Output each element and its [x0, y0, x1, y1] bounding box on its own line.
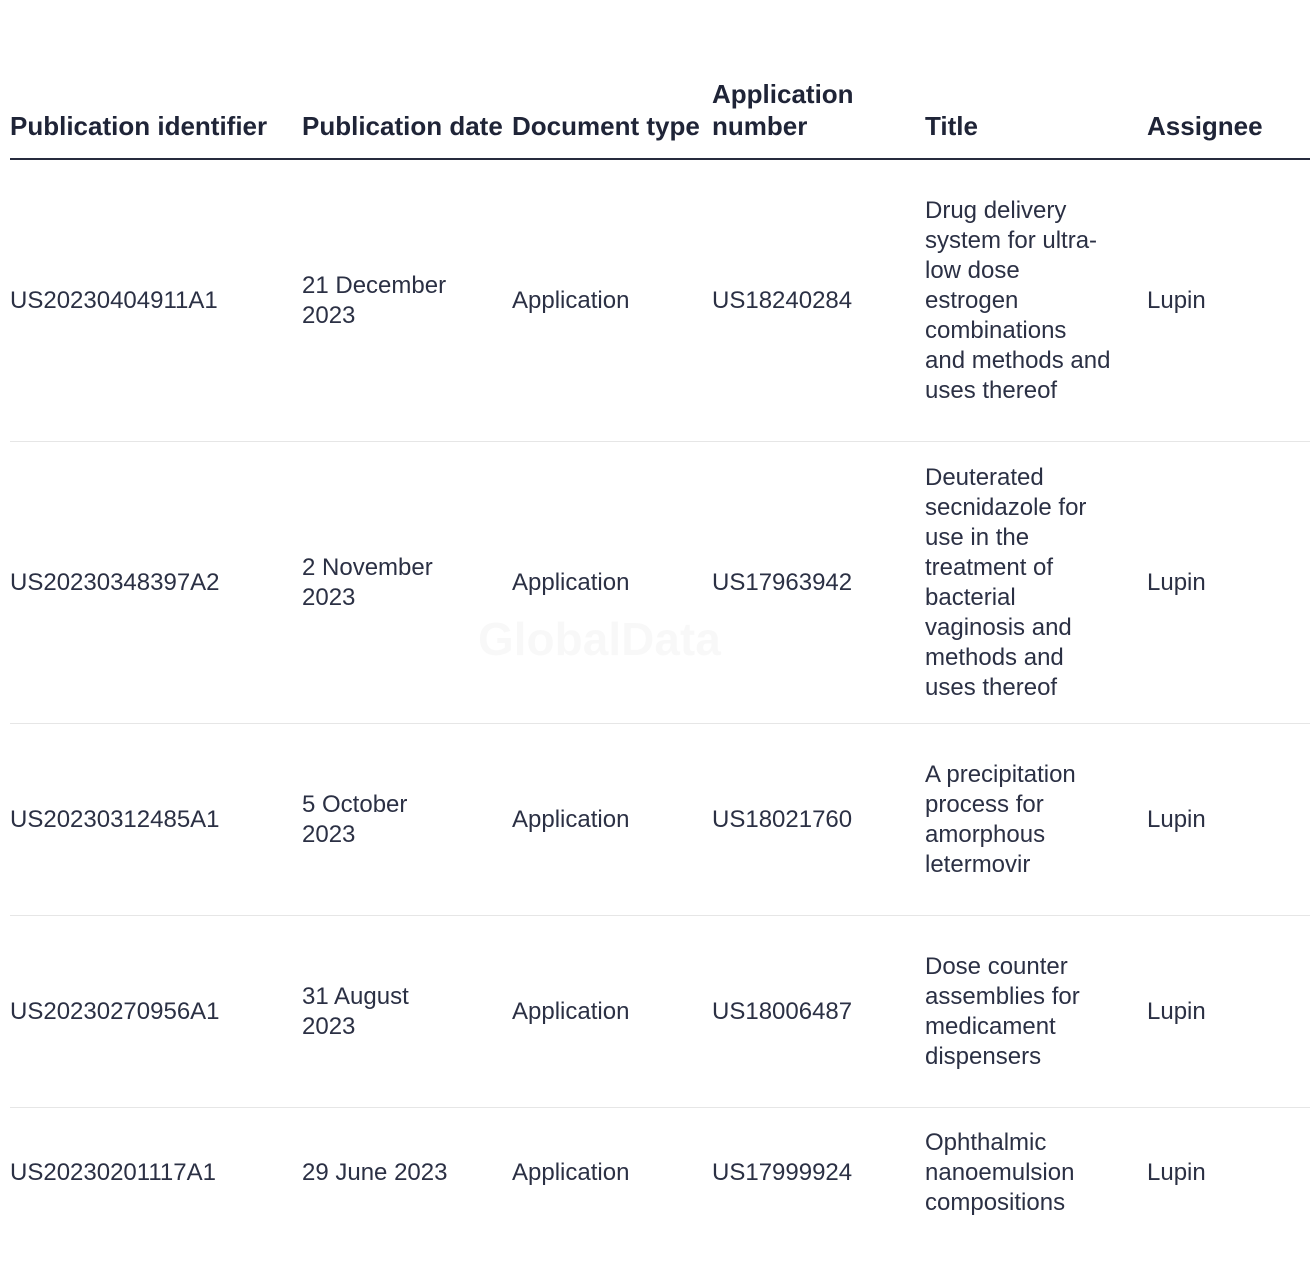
cell-publication-identifier: US20230348397A2 [10, 442, 302, 724]
cell-document-type: Application [512, 442, 712, 724]
cell-publication-date: 5 October 2023 [302, 724, 512, 916]
patents-table [10, 0, 1310, 1238]
table-row [10, 1108, 1310, 1239]
table-header [10, 0, 1310, 159]
table-row [10, 724, 1310, 916]
header-application-number: Application number [712, 0, 925, 159]
cell-document-type: Application [512, 916, 712, 1108]
cell-publication-date: 29 June 2023 [302, 1159, 448, 1186]
cell-publication-identifier: US20230201117A1 [10, 1159, 216, 1186]
header-publication-date: Publication date [302, 0, 512, 159]
cell-title: Drug delivery system for ultra-low dose estrogen combinations and methods and uses thereof [925, 159, 1147, 442]
cell-publication-date: 2 November 2023 [302, 442, 512, 724]
header-row [10, 0, 1310, 159]
cell-publication-identifier: US20230404911A1 [10, 159, 302, 442]
cell-title: Deuterated secnidazole for use in the treatment of bacterial vaginosis and methods and uses thereof [925, 442, 1147, 724]
cell-document-type: Application [512, 724, 712, 916]
cell-publication-identifier: US20230312485A1 [10, 724, 302, 916]
cell-title: Dose counter assemblies for medicament dispensers [925, 916, 1147, 1108]
patents-table-container [10, 0, 1263, 1238]
cell-application-number: US18240284 [712, 159, 925, 442]
cell-publication-identifier: US20230270956A1 [10, 916, 302, 1108]
cell-title: Ophthalmic nanoemulsion compositions [925, 1129, 1075, 1216]
cell-title: A precipitation process for amorphous letermovir [925, 724, 1147, 916]
cell-application-number: US18006487 [712, 916, 925, 1108]
cell-publication-date: 31 August 2023 [302, 916, 512, 1108]
cell-assignee: Lupin [1147, 1159, 1206, 1186]
table-row [10, 916, 1310, 1108]
table-body [10, 159, 1310, 1238]
header-title: Title [925, 0, 1147, 159]
cell-document-type: Application [512, 1159, 630, 1186]
cell-application-number: US18021760 [712, 724, 925, 916]
cell-assignee: Lupin [1147, 159, 1310, 442]
cell-assignee: Lupin [1147, 442, 1310, 724]
header-publication-identifier: Publication identifier [10, 0, 302, 159]
table-row [10, 442, 1310, 724]
table-row [10, 159, 1310, 442]
header-document-type: Document type [512, 0, 712, 159]
header-assignee: Assignee [1147, 0, 1310, 159]
cell-application-number: US17963942 [712, 442, 925, 724]
cell-document-type: Application [512, 159, 712, 442]
cell-assignee: Lupin [1147, 724, 1310, 916]
cell-publication-date: 21 December 2023 [302, 159, 512, 442]
cell-assignee: Lupin [1147, 916, 1310, 1108]
cell-application-number: US17999924 [712, 1159, 853, 1186]
